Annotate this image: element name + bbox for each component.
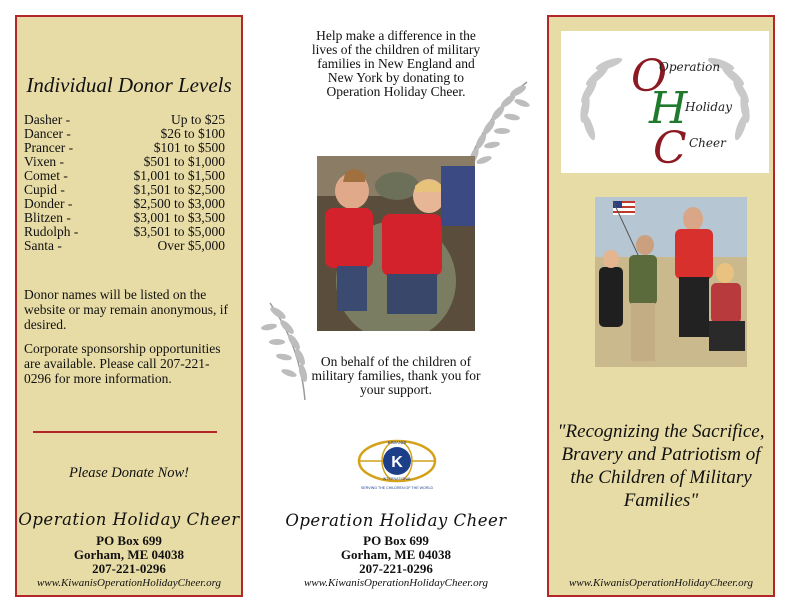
appeal-intro-text: Help make a difference in the lives of the children of military families in New England and New York by donating to Operation Holiday Cheer. <box>311 28 481 99</box>
cover-panel <box>547 15 775 597</box>
donor-level-row <box>24 211 225 225</box>
donor-level-row <box>24 155 225 169</box>
logo-letter-c: C <box>653 123 687 173</box>
donor-level-amount: $3,001 to $3,500 <box>133 210 225 225</box>
donor-level-name: Santa - <box>24 238 62 253</box>
city-state-zip: Gorham, ME 04038 <box>340 547 452 562</box>
phone-number: 207-221-0296 <box>359 561 433 576</box>
donor-level-name: Dasher - <box>24 112 71 127</box>
donor-level-name: Vixen - <box>24 154 65 169</box>
donor-level-name: Cupid - <box>24 182 65 197</box>
donor-level-name: Dancer - <box>24 126 71 141</box>
po-box: PO Box 699 <box>96 533 162 548</box>
donor-level-row <box>24 141 225 155</box>
donor-level-row <box>24 169 225 183</box>
ohc-logo <box>561 31 769 173</box>
donor-level-row <box>24 239 225 253</box>
website-link[interactable]: www.KiwanisOperationHolidayCheer.org <box>569 577 753 589</box>
donor-level-amount: $501 to $1,000 <box>143 154 225 169</box>
donor-level-amount: $26 to $100 <box>160 126 225 141</box>
donor-level-name: Donder - <box>24 196 73 211</box>
appeal-panel <box>262 15 530 597</box>
donor-level-amount: $1,001 to $1,500 <box>133 168 225 183</box>
divider-rule <box>33 431 217 433</box>
phone-number: 207-221-0296 <box>92 561 166 576</box>
logo-word-holiday: Holiday <box>685 100 732 114</box>
cover-quote: "Recognizing the Sacrifice, Bravery and Patriotism of the Children of Military Families" <box>557 421 765 511</box>
donor-level-amount: Up to $25 <box>171 112 225 127</box>
donor-level-amount: $1,501 to $2,500 <box>133 182 225 197</box>
donor-levels-panel <box>15 15 243 597</box>
donor-level-amount: $2,500 to $3,000 <box>133 196 225 211</box>
po-box: PO Box 699 <box>363 533 429 548</box>
donor-level-amount: Over $5,000 <box>157 238 225 253</box>
kiwanis-letter: K <box>391 454 403 471</box>
logo-letter-o: O <box>631 51 668 102</box>
donor-level-row <box>24 225 225 239</box>
org-signature: Operation Holiday Cheer <box>18 510 240 529</box>
donor-level-name: Rudolph - <box>24 224 79 239</box>
kiwanis-sub: INTERNATIONAL <box>382 477 412 481</box>
donor-level-amount: $3,501 to $5,000 <box>133 224 225 239</box>
donor-level-name: Blitzen - <box>24 210 71 225</box>
soldier-hugging-children-photo <box>317 156 475 331</box>
donor-level-amount: $101 to $500 <box>153 140 225 155</box>
donor-names-note: Donor names will be listed on the website or may remain anonymous, if desired. <box>24 287 228 332</box>
website-link[interactable]: www.KiwanisOperationHolidayCheer.org <box>37 577 221 589</box>
corporate-sponsorship-note: Corporate sponsorship opportunities are available. Please call 207-221-0296 for more information. <box>24 341 221 386</box>
kiwanis-name: KIWANIS <box>387 440 407 445</box>
donor-level-name: Prancer - <box>24 140 74 155</box>
logo-letter-h: H <box>649 83 688 134</box>
logo-word-cheer: Cheer <box>689 136 726 150</box>
kiwanis-international-logo <box>356 433 438 493</box>
donor-level-row <box>24 183 225 197</box>
mailing-address <box>17 534 241 576</box>
website-link[interactable]: www.KiwanisOperationHolidayCheer.org <box>304 577 488 589</box>
org-signature: Operation Holiday Cheer <box>285 511 507 530</box>
donor-level-name: Comet - <box>24 168 68 183</box>
kiwanis-motto: SERVING THE CHILDREN OF THE WORLD <box>360 486 434 490</box>
donor-levels-heading: Individual Donor Levels <box>26 73 232 97</box>
donate-call: Please Donate Now! <box>68 465 189 481</box>
donor-level-row <box>24 113 225 127</box>
thank-you-text: On behalf of the children of military families, thank you for your support. <box>311 354 481 397</box>
donor-level-row <box>24 127 225 141</box>
family-reunion-photo <box>595 197 747 367</box>
donor-level-row <box>24 197 225 211</box>
city-state-zip: Gorham, ME 04038 <box>73 547 185 562</box>
mailing-address <box>262 534 530 576</box>
donor-levels-list <box>24 113 225 253</box>
logo-word-operation: Operation <box>659 60 721 74</box>
